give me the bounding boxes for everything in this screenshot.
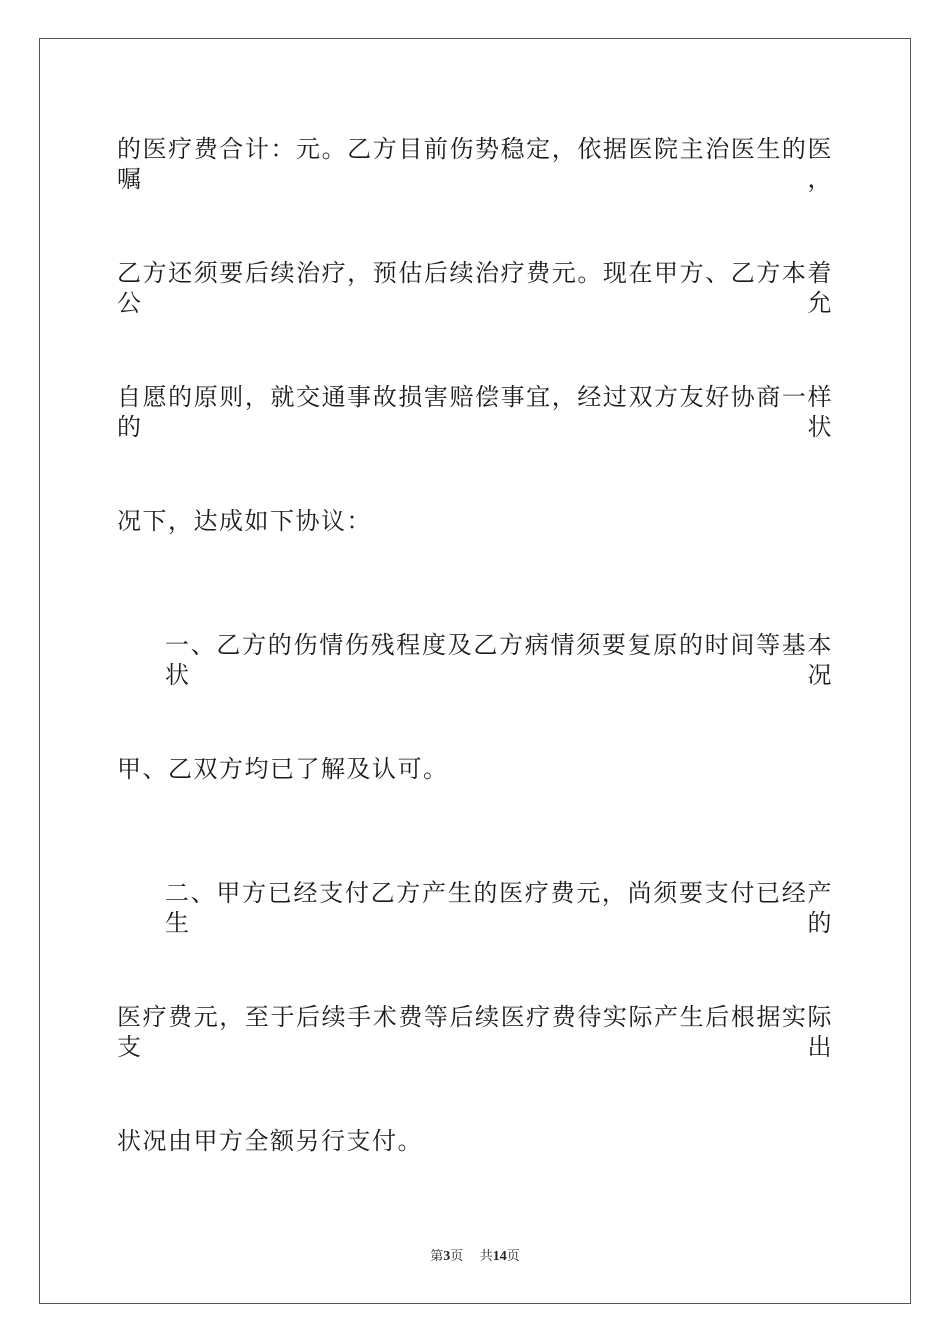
footer-total-suffix: 页: [506, 1249, 520, 1264]
paragraph-line-2: 乙方还须要后续治疗，预估后续治疗费元。现在甲方、乙方本着公允: [117, 259, 833, 317]
footer-page-total: 14: [492, 1249, 507, 1264]
paragraph-line-4: 况下，达成如下协议：: [117, 507, 372, 535]
clause-two-line-2: 医疗费元，至于后续手术费等后续医疗费待实际产生后根据实际支出: [117, 1003, 833, 1061]
clause-two-line-1: 二、甲方已经支付乙方产生的医疗费元，尚须要支付已经产生的: [165, 879, 833, 937]
footer-page-prefix: 第: [430, 1249, 444, 1264]
paragraph-line-3: 自愿的原则，就交通事故损害赔偿事宜，经过双方友好协商一样的状: [117, 383, 833, 441]
clause-two-line-3: 状况由甲方全额另行支付。: [117, 1127, 423, 1155]
footer-page-current: 3: [443, 1249, 451, 1264]
clause-one-line-2: 甲、乙双方均已了解及认可。: [117, 755, 449, 783]
page-footer: [0, 1248, 950, 1266]
clause-one-line-1: 一、乙方的伤情伤残程度及乙方病情须要复原的时间等基本状况: [165, 631, 833, 689]
footer-total-prefix: 共: [479, 1249, 493, 1264]
paragraph-line-1: 的医疗费合计：元。乙方目前伤势稳定，依据医院主治医生的医嘱，: [117, 135, 833, 193]
footer-page-suffix: 页: [450, 1249, 464, 1264]
